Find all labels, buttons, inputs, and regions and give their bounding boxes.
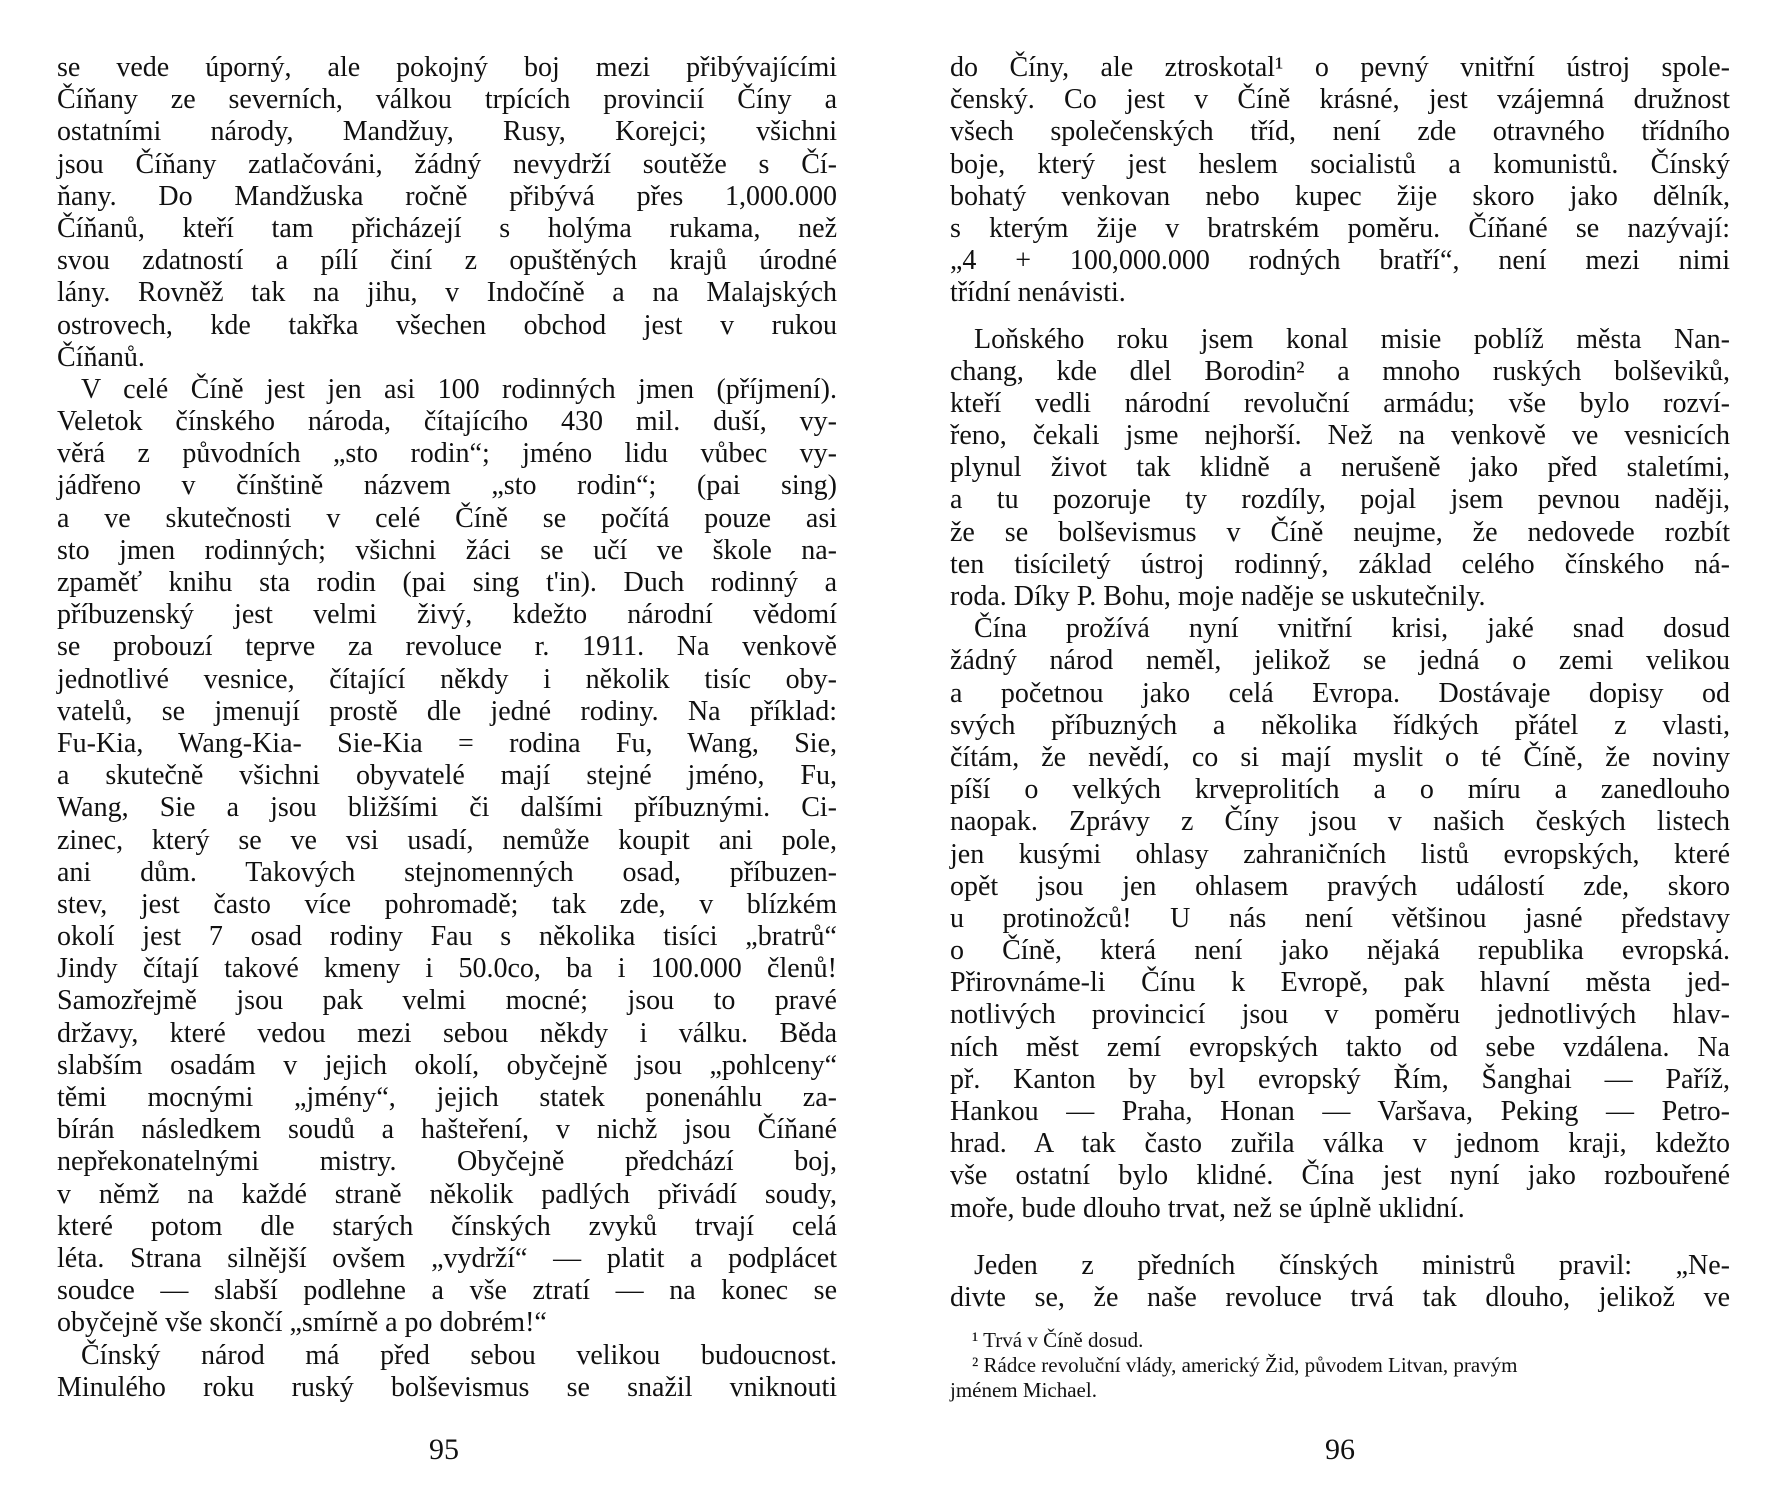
text-line: př. Kanton by byl evropský Řím, Šanghai — Paříž, bbox=[950, 1063, 1730, 1095]
text-line: sto jmen rodinných; všichni žáci se učí ve škole na- bbox=[57, 534, 837, 566]
paragraph bbox=[57, 52, 837, 374]
text-line: všech společenských tříd, není zde otravného třídního bbox=[950, 116, 1730, 148]
text-line: Přirovnáme-li Čínu k Evropě, pak hlavní města jed- bbox=[950, 967, 1730, 999]
text-line: jen kusými ohlasy zahraničních listů evropských, které bbox=[950, 838, 1730, 870]
text-line: nepřekonatelnými mistry. Obyčejně předchází boj, bbox=[57, 1146, 837, 1178]
text-line: o Číně, která není jako nějaká republika evropská. bbox=[950, 935, 1730, 967]
footnotes bbox=[950, 1328, 1730, 1403]
text-line: Čína prožívá nyní vnitřní krisi, jaké snad dosud bbox=[974, 613, 1730, 645]
text-line: a skutečně všichni obyvatelé mají stejné jméno, Fu, bbox=[57, 760, 837, 792]
text-line: čítám, že nevědí, co si mají myslit o té Číně, že noviny bbox=[950, 741, 1730, 773]
paragraph-gap bbox=[950, 1225, 1730, 1250]
text-line: s kterým žije v bratrském poměru. Číňané se nazývají: bbox=[950, 212, 1730, 244]
text-line: plynul život tak klidně a nerušeně jako před staletími, bbox=[950, 452, 1730, 484]
text-line: třídní nenávisti. bbox=[950, 277, 1126, 309]
text-line: Jindy čítají takové kmeny i 50.0co, ba i 100.000 členů! bbox=[57, 953, 837, 985]
page-96-text bbox=[950, 52, 1730, 1314]
text-line: Číňanů. bbox=[57, 341, 145, 373]
text-line: věrá z původních „sto rodin“; jméno lidu vůbec vy- bbox=[57, 438, 837, 470]
text-line: Samozřejmě jsou pak velmi mocné; jsou to pravé bbox=[57, 985, 837, 1017]
text-line: soudce — slabší podlehne a vše ztratí — na konec se bbox=[57, 1275, 837, 1307]
text-line: píší o velkých krveprolitích a o míru a zanedlouho bbox=[950, 774, 1730, 806]
text-line: vatelů, se jmenují prostě dle jedné rodiny. Na příklad: bbox=[57, 695, 837, 727]
text-line: žádný národ neměl, jelikož se jedná o zemi velikou bbox=[950, 645, 1730, 677]
text-line: okolí jest 7 osad rodiny Fau s několika tisíci „bratrů“ bbox=[57, 921, 837, 953]
text-line: jádřeno v čínštině názvem „sto rodin“; (pai sing) bbox=[57, 470, 837, 502]
text-line: zpaměť knihu sta rodin (pai sing t'in). Duch rodinný a bbox=[57, 567, 837, 598]
text-line: divte se, že naše revoluce trvá tak dlouho, jelikož ve bbox=[950, 1281, 1730, 1313]
text-line: „4 + 100,000.000 rodných bratří“, není mezi nimi bbox=[950, 245, 1730, 277]
text-line: Loňského roku jsem konal misie poblíž města Nan- bbox=[974, 323, 1730, 355]
text-line: bírán následkem soudů a hašteření, v nichž jsou Číňané bbox=[57, 1114, 837, 1146]
paragraph bbox=[57, 374, 837, 1340]
paragraph bbox=[57, 1340, 837, 1404]
text-line: zinec, který se ve vsi usadí, nemůže koupit ani pole, bbox=[57, 824, 837, 856]
page-95-text bbox=[57, 52, 837, 1404]
footnote-2: ² Rádce revoluční vlády, americký Žid, původem Litvan, pravým bbox=[972, 1353, 1518, 1377]
text-line: ten tisíciletý ústroj rodinný, základ celého čínského ná- bbox=[950, 548, 1730, 580]
text-line: ani dům. Takových stejnomenných osad, příbuzen- bbox=[57, 856, 837, 888]
page-number-right: 96 bbox=[1325, 1433, 1355, 1466]
paragraph bbox=[950, 1250, 1730, 1314]
text-line: naopak. Zprávy z Číny jsou v našich českých listech bbox=[950, 806, 1730, 838]
text-line: se vede úporný, ale pokojný boj mezi přibývajícími bbox=[57, 52, 837, 83]
text-line: jednotlivé vesnice, čítající někdy i několik tisíc oby- bbox=[57, 663, 837, 695]
text-line: čenský. Co jest v Číně krásné, jest vzájemná družnost bbox=[950, 84, 1730, 116]
text-line: jsou Číňany zatlačováni, žádný nevydrží soutěže s Čí- bbox=[57, 148, 837, 180]
text-line: těmi mocnými „jmény“, jejich statek ponenáhlu za- bbox=[57, 1082, 837, 1113]
text-line: příbuzenský jest velmi živý, kdežto národní vědomí bbox=[57, 599, 837, 631]
text-line: řeno, čekali jsme nejhorší. Než na venkově ve vesnicích bbox=[950, 420, 1730, 452]
text-line: opět jsou jen ohlasem pravých událostí zde, skoro bbox=[950, 870, 1730, 902]
footnote-1: ¹ Trvá v Číně dosud. bbox=[972, 1328, 1144, 1352]
text-line: v němž na každé straně několik padlých přivádí soudy, bbox=[57, 1178, 837, 1210]
text-line: bohatý venkovan nebo kupec žije skoro jako dělník, bbox=[950, 180, 1730, 212]
text-line: svých příbuzných a několika řídkých přátel z vlasti, bbox=[950, 709, 1730, 741]
text-line: ních měst zemí evropských takto od sebe vzdálena. Na bbox=[950, 1031, 1730, 1063]
text-line: Minulého roku ruský bolševismus se snažil vniknouti bbox=[57, 1371, 837, 1403]
paragraph-gap bbox=[950, 310, 1730, 324]
text-line: vše ostatní bylo klidné. Čína jest nyní jako rozbouřené bbox=[950, 1160, 1730, 1192]
text-line: ostatními národy, Mandžuy, Rusy, Korejci; všichni bbox=[57, 116, 837, 148]
text-line: Číňany ze severních, válkou trpících provincií Číny a bbox=[57, 84, 837, 116]
text-line: boje, který jest heslem socialistů a komunistů. Čínský bbox=[950, 148, 1730, 180]
text-line: obyčejně vše skončí „smírně a po dobrém!“ bbox=[57, 1307, 547, 1339]
text-line: se probouzí teprve za revoluce r. 1911. Na venkově bbox=[57, 631, 837, 663]
text-line: chang, kde dlel Borodin² a mnoho ruských bolševiků, bbox=[950, 355, 1730, 387]
text-line: že se bolševismus v Číně neujme, že nedovede rozbít bbox=[950, 516, 1730, 548]
text-line: Číňanů, kteří tam přicházejí s holýma rukama, než bbox=[57, 212, 837, 244]
text-line: hrad. A tak často zuřila válka v jednom kraji, kdežto bbox=[950, 1128, 1730, 1160]
page-number-left: 95 bbox=[429, 1433, 459, 1466]
text-line: državy, které vedou mezi sebou někdy i válku. Běda bbox=[57, 1017, 837, 1049]
text-line: ňany. Do Mandžuska ročně přibývá přes 1,000.000 bbox=[57, 180, 837, 212]
text-line: notlivých provincicí jsou v poměru jednotlivých hlav- bbox=[950, 999, 1730, 1031]
text-line: Veletok čínského národa, čítajícího 430 mil. duší, vy- bbox=[57, 406, 837, 438]
paragraph bbox=[950, 324, 1730, 614]
text-line: lány. Rovněž tak na jihu, v Indočíně a na Malajských bbox=[57, 277, 837, 309]
text-line: Hankou — Praha, Honan — Varšava, Peking — Petro- bbox=[950, 1096, 1730, 1127]
text-line: Jeden z předních čínských ministrů pravil: „Ne- bbox=[974, 1249, 1730, 1281]
text-line: roda. Díky P. Bohu, moje naděje se uskutečnily. bbox=[950, 581, 1486, 612]
text-line: u protinožců! U nás není většinou jasné představy bbox=[950, 902, 1730, 934]
text-line: a tu pozoruje ty rozdíly, pojal jsem pevnou naději, bbox=[950, 484, 1730, 516]
text-line: svou zdatností a pílí činí z opuštěných krajů úrodné bbox=[57, 245, 837, 277]
text-line: kteří vedli národní revoluční armádu; vše bylo rozví- bbox=[950, 387, 1730, 419]
text-line: a ve skutečnosti v celé Číně se počítá pouze asi bbox=[57, 502, 837, 534]
text-line: které potom dle starých čínských zvyků trvají celá bbox=[57, 1210, 837, 1242]
text-line: stev, jest často více pohromadě; tak zde, v blízkém bbox=[57, 888, 837, 920]
text-line: do Číny, ale ztroskotal¹ o pevný vnitřní ústroj spole- bbox=[950, 52, 1730, 83]
paragraph bbox=[950, 52, 1730, 310]
paragraph bbox=[950, 613, 1730, 1225]
text-line: V celé Číně jest jen asi 100 rodinných jmen (příjmení). bbox=[81, 373, 837, 405]
text-line: Wang, Sie a jsou bližšími či dalšími příbuznými. Ci- bbox=[57, 792, 837, 824]
footnote-2-continued: jménem Michael. bbox=[950, 1378, 1097, 1402]
text-line: léta. Strana silnější ovšem „vydrží“ — platit a podplácet bbox=[57, 1242, 837, 1274]
text-line: ostrovech, kde takřka všechen obchod jest v rukou bbox=[57, 309, 837, 341]
text-line: a početnou jako celá Evropa. Dostávaje dopisy od bbox=[950, 677, 1730, 709]
text-line: Fu-Kia, Wang-Kia- Sie-Kia = rodina Fu, Wang, Sie, bbox=[57, 727, 837, 759]
text-line: moře, bude dlouho trvat, než se úplně uklidní. bbox=[950, 1192, 1465, 1224]
text-line: Čínský národ má před sebou velikou budoucnost. bbox=[81, 1339, 837, 1371]
text-line: slabším osadám v jejich okolí, obyčejně jsou „pohlceny“ bbox=[57, 1049, 837, 1081]
